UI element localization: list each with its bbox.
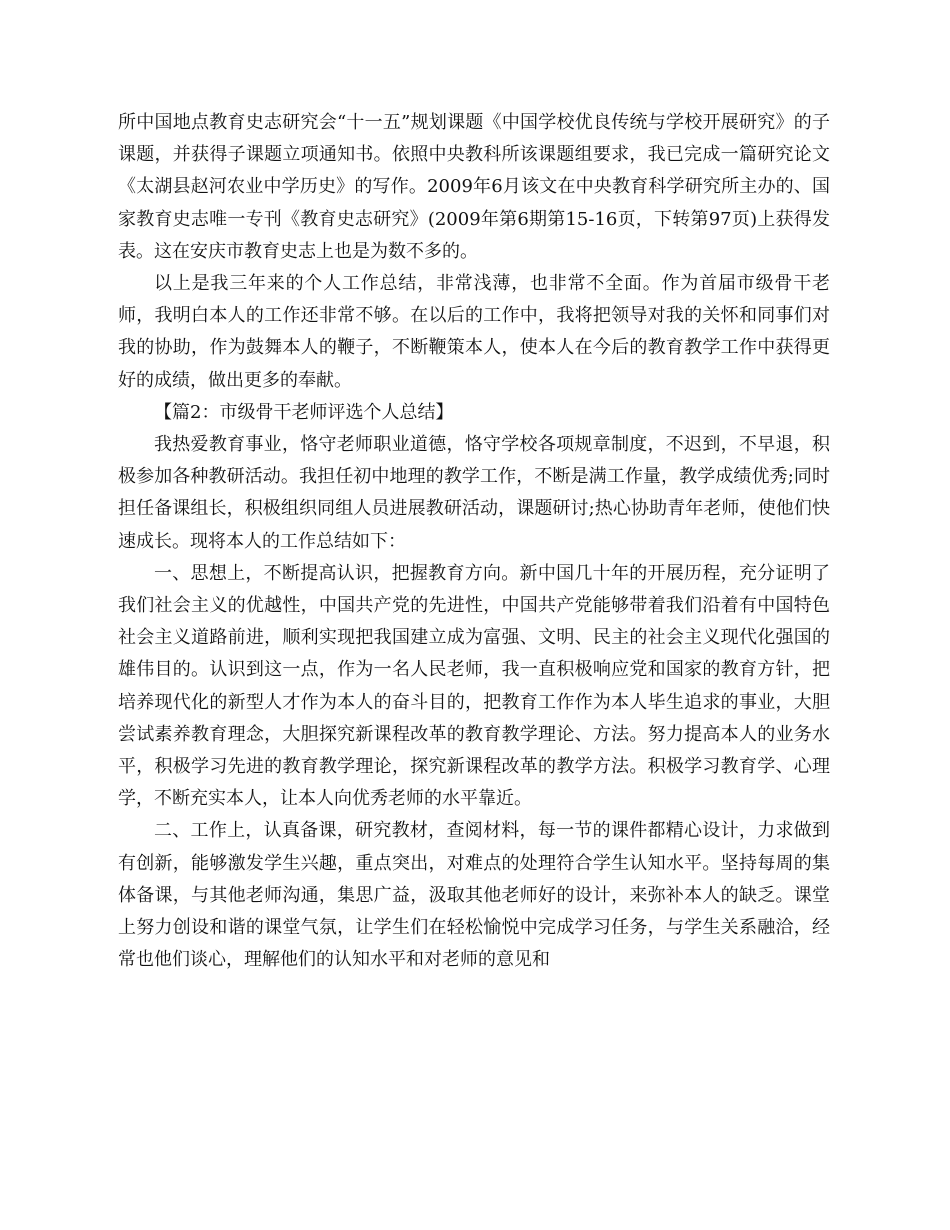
paragraph-introduction: 我热爱教育事业，恪守老师职业道德，恪守学校各项规章制度，不迟到，不早退，积极参加各种教研活动。我担任初中地理的教学工作，不断是满工作量，教学成绩优秀;同时担任备课组长，积极组织同组人员进展教研活动，课题研讨;热心协助青年老师，使他们快速成长。现将本人的工作总结如下： bbox=[118, 434, 830, 552]
paragraph-ideology: 一、思想上，不断提高认识，把握教育方向。新中国几十年的开展历程，充分证明了我们社会主义的优越性，中国共产党的先进性，中国共产党能够带着我们沿着有中国特色社会主义道路前进，顺利实现把我国建立成为富强、文明、民主的社会主义现代化强国的雄伟目的。认识到这一点，作为一名人民老师，我一直积极响应党和国家的教育方针，把培养现代化的新型人才作为本人的奋斗目的，把教育工作作为本人毕生追求的事业，大胆尝试素养教育理念，大胆探究新课程改革的教育教学理论、方法。努力提高本人的业务水平，积极学习先进的教育教学理论，探究新课程改革的教学方法。积极学习教育学、心理学，不断充实本人，让本人向优秀老师的水平靠近。 bbox=[118, 562, 830, 810]
paragraph-summary-conclusion: 以上是我三年来的个人工作总结，非常浅薄，也非常不全面。作为首届市级骨干老师，我明白本人的工作还非常不够。在以后的工作中，我将把领导对我的关怀和同事们对我的协助，作为鼓舞本人的鞭子，不断鞭策本人，使本人在今后的教育教学工作中获得更好的成绩，做出更多的奉献。 bbox=[118, 273, 830, 391]
paragraph-work: 二、工作上，认真备课，研究教材，查阅材料，每一节的课件都精心设计，力求做到有创新，能够激发学生兴趣，重点突出，对难点的处理符合学生认知水平。坚持每周的集体备课，与其他老师沟通，集思广益，汲取其他老师好的设计，来弥补本人的缺乏。课堂上努力创设和谐的课堂气氛，让学生们在轻松愉悦中完成学习任务，与学生关系融洽，经常也他们谈心，理解他们的认知水平和对老师的意见和 bbox=[118, 820, 830, 971]
section-heading: 【篇2：市级骨干老师评选个人总结】 bbox=[154, 401, 454, 423]
document-page bbox=[118, 107, 830, 976]
paragraph-continuation: 所中国地点教育史志研究会“十一五”规划课题《中国学校优良传统与学校开展研究》的子课题，并获得子课题立项通知书。依照中央教科所该课题组要求，我已完成一篇研究论文《太湖县赵河农业中学历史》的写作。2009年6月该文在中央教育科学研究所主办的、国家教育史志唯一专刊《教育史志研究》(2009年第6期第15-16页，下转第97页)上获得发表。这在安庆市教育史志上也是为数不多的。 bbox=[118, 112, 830, 262]
